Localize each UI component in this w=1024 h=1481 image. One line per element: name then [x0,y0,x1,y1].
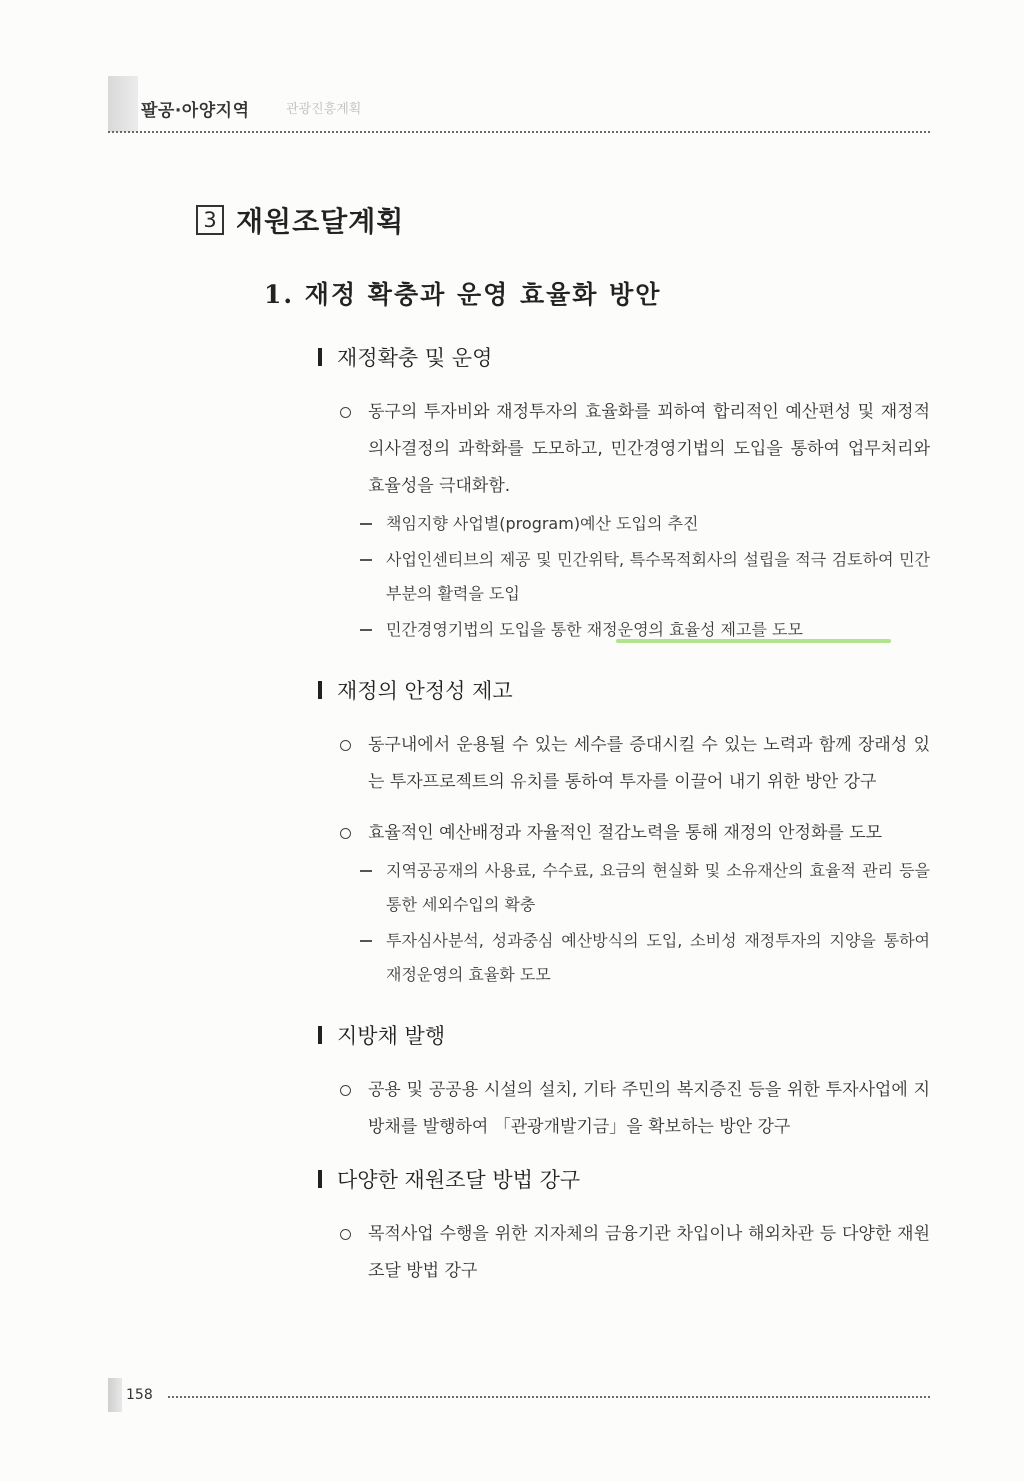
subheading-label: 지방채 발행 [337,1024,446,1048]
circle-bullet-icon [340,828,351,839]
chapter-title: 재원조달계획 [236,205,405,238]
circle-item-text-wrap [318,727,930,801]
dash-item [318,543,930,611]
dash-bullet-icon [360,559,372,561]
circle-item-text-wrap [318,1072,930,1146]
circle-item [318,727,930,801]
subheading [318,675,930,705]
circle-bullet-icon [340,740,351,751]
circle-bullet-icon [340,1229,351,1240]
subheading [318,1020,930,1050]
dash-item-text: 사업인센티브의 제공 및 민간위탁, 특수목적회사의 설립을 적극 검토하여 민간부분의 활력을 도입 [386,550,930,603]
chapter-heading [196,200,404,240]
circle-item-text-wrap [318,394,930,505]
dash-item [318,854,930,922]
dash-item-text: 지역공공재의 사용료, 수수료, 요금의 현실화 및 소유재산의 효율적 관리 등을 통한 세외수입의 확충 [386,861,930,914]
subheading-label: 다양한 재원조달 방법 강구 [337,1168,581,1192]
circle-item-text: 효율적인 예산배정과 자율적인 절감노력을 통해 재정의 안정화를 도모 [368,823,883,843]
subheading [318,342,930,372]
dash-item-text: 책임지향 사업별(program)예산 도입의 추진 [386,514,699,533]
subheading-bar-icon [318,681,322,699]
circle-item-text: 동구내에서 운용될 수 있는 세수를 증대시킬 수 있는 노력과 함께 장래성 있는 투자프로젝트의 유치를 통하여 투자를 이끌어 내기 위한 방안 강구 [368,735,930,792]
dash-bullet-icon [360,870,372,872]
subheading-bar-icon [318,1170,322,1188]
subheading-label: 재정확충 및 운영 [337,346,493,370]
dash-bullet-icon [360,523,372,525]
header-dotted-rule [108,131,930,133]
highlighter-mark [616,639,891,643]
chapter-number-box: 3 [196,205,224,235]
circle-item-text-wrap [318,1216,930,1290]
dash-bullet-icon [360,629,372,631]
running-header-subtitle: 관광진흥계획 [286,102,362,117]
dash-bullet-icon [360,940,372,942]
section-title: 1. 재정 확충과 운영 효율화 방안 [264,280,662,309]
footer-dotted-rule [168,1396,930,1398]
circle-item-text: 동구의 투자비와 재정투자의 효율화를 꾀하여 합리적인 예산편성 및 재정적 의사결정의 과학화를 도모하고, 민간경영기법의 도입을 통하여 업무처리와 효율성을 극대화함. [368,402,930,496]
circle-bullet-icon [340,407,351,418]
subheading-label: 재정의 안정성 제고 [337,679,513,703]
running-header-title: 팔공·아양지역 [141,101,250,121]
circle-item [318,815,930,992]
footer-tab-decoration [108,1378,122,1412]
header-tab-decoration [108,76,138,132]
circle-item-text: 공용 및 공공용 시설의 설치, 기타 주민의 복지증진 등을 위한 투자사업에 지방채를 발행하여 「관광개발기금」을 확보하는 방안 강구 [368,1080,930,1137]
dash-item [318,924,930,992]
page-number: 158 [126,1387,153,1403]
subheading [318,1164,930,1194]
subheading-bar-icon [318,1026,322,1044]
circle-item-text: 목적사업 수행을 위한 지자체의 금융기관 차입이나 해외차관 등 다양한 재원조달 방법 강구 [368,1224,930,1281]
dash-item [318,507,930,541]
dash-item-text: 민간경영기법의 도입을 통한 재정운영의 효율성 제고를 도모 [386,620,803,639]
circle-item [318,1216,930,1290]
subheading-bar-icon [318,348,322,366]
circle-bullet-icon [340,1085,351,1096]
body-content [318,342,930,1304]
circle-item [318,394,930,647]
dash-item-text: 투자심사분석, 성과중심 예산방식의 도입, 소비성 재정투자의 지양을 통하여 재정운영의 효율화 도모 [386,931,930,984]
circle-item [318,1072,930,1146]
circle-item-text-wrap [318,815,930,852]
